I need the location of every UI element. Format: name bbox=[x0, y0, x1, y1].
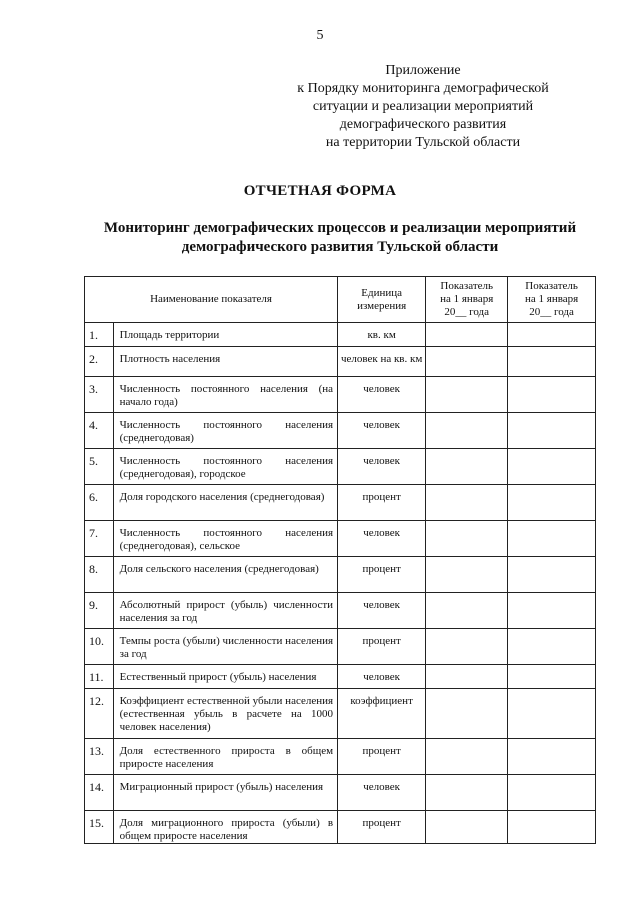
row-value-2[interactable] bbox=[508, 689, 596, 739]
header-value-2-line: 20__ года bbox=[529, 306, 574, 318]
row-indicator-name: Плотность населения bbox=[113, 347, 337, 377]
header-indicator-name bbox=[85, 277, 338, 323]
row-number: 8. bbox=[85, 557, 114, 593]
row-number: 11. bbox=[85, 665, 114, 689]
row-unit: человек bbox=[338, 775, 426, 811]
row-value-1[interactable] bbox=[426, 739, 508, 775]
row-value-2[interactable] bbox=[508, 629, 596, 665]
header-unit-line: Единица bbox=[361, 286, 402, 299]
row-value-2[interactable] bbox=[508, 485, 596, 521]
row-value-1[interactable] bbox=[426, 811, 508, 844]
row-value-2[interactable] bbox=[508, 593, 596, 629]
row-number: 2. bbox=[85, 347, 114, 377]
header-value-2-line: на 1 января bbox=[524, 293, 579, 305]
row-indicator-name: Абсолютный прирост (убыль) численности населения за год bbox=[113, 593, 337, 629]
subtitle-line: демографического развития Тульской области bbox=[181, 239, 499, 255]
table-row bbox=[85, 629, 596, 665]
appendix-line: к Порядку мониторинга демографической bbox=[297, 81, 549, 96]
page-number: 5 bbox=[316, 28, 324, 43]
table-row bbox=[85, 689, 596, 739]
appendix-header bbox=[263, 62, 583, 152]
row-unit: процент bbox=[338, 629, 426, 665]
row-value-2[interactable] bbox=[508, 811, 596, 844]
row-indicator-name: Площадь территории bbox=[113, 323, 337, 347]
row-unit: человек bbox=[338, 665, 426, 689]
row-number: 14. bbox=[85, 775, 114, 811]
row-number: 6. bbox=[85, 485, 114, 521]
row-number: 1. bbox=[85, 323, 114, 347]
header-value-2 bbox=[508, 277, 596, 323]
header-unit-line: измерения bbox=[357, 299, 407, 312]
table-body bbox=[85, 323, 596, 844]
row-value-2[interactable] bbox=[508, 775, 596, 811]
row-indicator-name: Миграционный прирост (убыль) населения bbox=[113, 775, 337, 811]
row-number: 7. bbox=[85, 521, 114, 557]
row-number: 12. bbox=[85, 689, 114, 739]
row-indicator-name: Численность постоянного населения (среднегодовая), городское bbox=[113, 449, 337, 485]
row-indicator-name: Численность постоянного населения (на начало года) bbox=[113, 377, 337, 413]
table-row bbox=[85, 775, 596, 811]
header-value-1-line: на 1 января bbox=[440, 293, 494, 305]
appendix-line: демографического развития bbox=[339, 117, 507, 132]
row-unit: человек bbox=[338, 521, 426, 557]
row-value-1[interactable] bbox=[426, 347, 508, 377]
row-indicator-name: Численность постоянного населения (среднегодовая), сельское bbox=[113, 521, 337, 557]
header-value-2-line: Показатель bbox=[525, 280, 578, 292]
table-row bbox=[85, 593, 596, 629]
row-value-1[interactable] bbox=[426, 557, 508, 593]
row-number: 15. bbox=[85, 811, 114, 844]
row-number: 5. bbox=[85, 449, 114, 485]
row-unit: процент bbox=[338, 485, 426, 521]
row-value-2[interactable] bbox=[508, 449, 596, 485]
header-unit bbox=[338, 277, 426, 323]
row-value-1[interactable] bbox=[426, 377, 508, 413]
row-unit: человек bbox=[338, 413, 426, 449]
row-value-2[interactable] bbox=[508, 323, 596, 347]
row-indicator-name: Коэффициент естественной убыли населения (естественная убыль в расчете на 1000 человек населения) bbox=[113, 689, 337, 739]
row-unit: человек bbox=[338, 377, 426, 413]
row-indicator-name: Численность постоянного населения (среднегодовая) bbox=[113, 413, 337, 449]
row-value-1[interactable] bbox=[426, 593, 508, 629]
row-unit: человек bbox=[338, 593, 426, 629]
header-value-1-line: Показатель bbox=[440, 280, 494, 292]
row-number: 13. bbox=[85, 739, 114, 775]
row-value-2[interactable] bbox=[508, 521, 596, 557]
row-value-2[interactable] bbox=[508, 665, 596, 689]
table-row bbox=[85, 347, 596, 377]
row-value-1[interactable] bbox=[426, 413, 508, 449]
row-value-2[interactable] bbox=[508, 413, 596, 449]
row-indicator-name: Доля городского населения (среднегодовая) bbox=[113, 485, 337, 521]
appendix-line: Приложение bbox=[385, 63, 461, 78]
row-value-2[interactable] bbox=[508, 377, 596, 413]
row-value-2[interactable] bbox=[508, 347, 596, 377]
table-row bbox=[85, 557, 596, 593]
row-value-1[interactable] bbox=[426, 521, 508, 557]
row-unit: человек на кв. км bbox=[338, 347, 426, 377]
row-value-1[interactable] bbox=[426, 665, 508, 689]
header-indicator-name-text: Наименование показателя bbox=[150, 293, 272, 305]
row-unit: кв. км bbox=[338, 323, 426, 347]
table-row bbox=[85, 521, 596, 557]
table-row bbox=[85, 377, 596, 413]
table-row bbox=[85, 323, 596, 347]
row-number: 3. bbox=[85, 377, 114, 413]
row-indicator-name: Естественный прирост (убыль) населения bbox=[113, 665, 337, 689]
row-number: 10. bbox=[85, 629, 114, 665]
form-subtitle bbox=[60, 219, 620, 257]
table-row bbox=[85, 485, 596, 521]
row-unit: человек bbox=[338, 449, 426, 485]
row-value-1[interactable] bbox=[426, 689, 508, 739]
table-row bbox=[85, 449, 596, 485]
row-unit: процент bbox=[338, 557, 426, 593]
row-number: 4. bbox=[85, 413, 114, 449]
row-indicator-name: Темпы роста (убыли) численности населения за год bbox=[113, 629, 337, 665]
row-unit: процент bbox=[338, 811, 426, 844]
row-number: 9. bbox=[85, 593, 114, 629]
table-header-row bbox=[85, 277, 596, 323]
row-indicator-name: Доля миграционного прироста (убыли) в общем приросте населения bbox=[113, 811, 337, 844]
form-title: ОТЧЕТНАЯ ФОРМА bbox=[243, 183, 397, 199]
row-value-1[interactable] bbox=[426, 775, 508, 811]
row-value-1[interactable] bbox=[426, 449, 508, 485]
header-value-1-line: 20__ года bbox=[444, 306, 490, 318]
table-row bbox=[85, 811, 596, 844]
appendix-line: на территории Тульской области bbox=[325, 135, 521, 150]
row-value-1[interactable] bbox=[426, 323, 508, 347]
table-row bbox=[85, 665, 596, 689]
row-value-2[interactable] bbox=[508, 557, 596, 593]
table-row bbox=[85, 739, 596, 775]
table-row bbox=[85, 413, 596, 449]
monitoring-table bbox=[84, 276, 596, 844]
row-indicator-name: Доля естественного прироста в общем приросте населения bbox=[113, 739, 337, 775]
header-value-1 bbox=[426, 277, 508, 323]
row-value-1[interactable] bbox=[426, 485, 508, 521]
row-unit: коэффициент bbox=[338, 689, 426, 739]
row-value-1[interactable] bbox=[426, 629, 508, 665]
row-indicator-name: Доля сельского населения (среднегодовая) bbox=[113, 557, 337, 593]
row-unit: процент bbox=[338, 739, 426, 775]
appendix-line: ситуации и реализации мероприятий bbox=[312, 99, 534, 114]
subtitle-line: Мониторинг демографических процессов и реализации мероприятий bbox=[103, 220, 577, 236]
row-value-2[interactable] bbox=[508, 739, 596, 775]
